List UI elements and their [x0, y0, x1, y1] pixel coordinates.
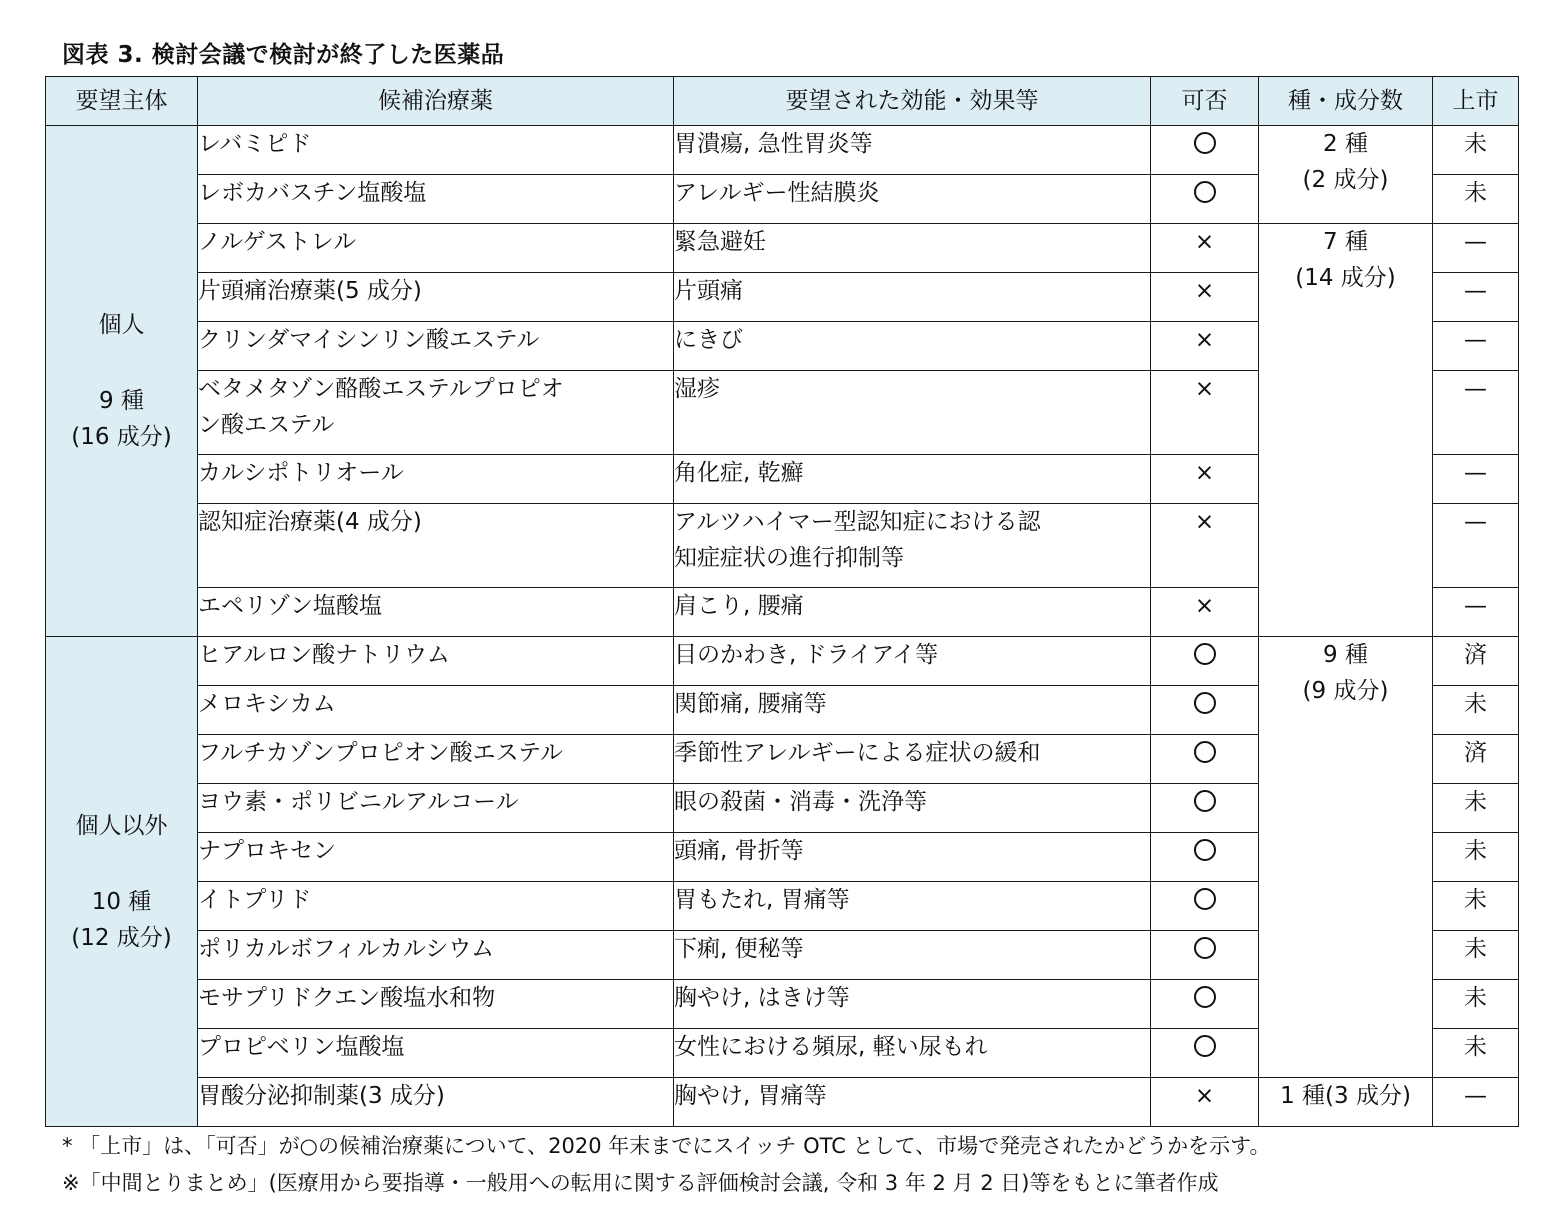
group-components: (16 成分)	[71, 424, 172, 450]
group-individual	[46, 126, 198, 637]
effect-cell: 胸やけ, はきけ等	[674, 980, 1151, 1029]
approval-cell: ×	[1151, 1078, 1259, 1127]
drug-cell: プロピベリン塩酸塩	[198, 1029, 674, 1078]
market-cell: —	[1433, 455, 1519, 504]
drug-cell: 認知症治療薬(4 成分)	[198, 504, 674, 588]
effect-cell: 湿疹	[674, 371, 1151, 455]
circle-icon	[1194, 888, 1216, 910]
drug-cell	[198, 371, 674, 455]
circle-icon	[1194, 937, 1216, 959]
approval-cell	[1151, 784, 1259, 833]
circle-icon	[1194, 181, 1216, 203]
market-cell: —	[1433, 1078, 1519, 1127]
drug-cell: レバミピド	[198, 126, 674, 175]
count-components: (2 成分)	[1302, 167, 1389, 193]
approval-cell: ×	[1151, 504, 1259, 588]
approval-cell: ×	[1151, 273, 1259, 322]
drug-cell: フルチカゾンプロピオン酸エステル	[198, 735, 674, 784]
market-cell: —	[1433, 273, 1519, 322]
group-types: 9 種	[99, 388, 144, 414]
approval-cell: ×	[1151, 322, 1259, 371]
effect-cell: 胃もたれ, 胃痛等	[674, 882, 1151, 931]
circle-icon	[1194, 986, 1216, 1008]
approval-cell	[1151, 882, 1259, 931]
table-row	[46, 126, 1519, 175]
header-market: 上市	[1433, 77, 1519, 126]
drug-cell: 片頭痛治療薬(5 成分)	[198, 273, 674, 322]
approval-cell: ×	[1151, 588, 1259, 637]
count-components: (14 成分)	[1295, 265, 1396, 291]
table-row	[46, 224, 1519, 273]
effect-cell: にきび	[674, 322, 1151, 371]
circle-icon	[1194, 1035, 1216, 1057]
effect-cell: 角化症, 乾癬	[674, 455, 1151, 504]
market-cell: 未	[1433, 833, 1519, 882]
effect-cell: 胃潰瘍, 急性胃炎等	[674, 126, 1151, 175]
drug-cell: ナプロキセン	[198, 833, 674, 882]
effect-cell	[674, 504, 1151, 588]
drug-cell: クリンダマイシンリン酸エステル	[198, 322, 674, 371]
effect-cell: 緊急避妊	[674, 224, 1151, 273]
header-approval: 可否	[1151, 77, 1259, 126]
count-cell: 1 種(3 成分)	[1259, 1078, 1433, 1127]
drug-cell: レボカバスチン塩酸塩	[198, 175, 674, 224]
approval-cell	[1151, 686, 1259, 735]
market-cell: —	[1433, 588, 1519, 637]
table-row	[46, 1078, 1519, 1127]
circle-icon	[1194, 132, 1216, 154]
effect-cell: 女性における頻尿, 軽い尿もれ	[674, 1029, 1151, 1078]
market-cell: 未	[1433, 126, 1519, 175]
footnotes	[62, 1128, 1270, 1202]
effect-cell: 関節痛, 腰痛等	[674, 686, 1151, 735]
circle-icon	[1194, 741, 1216, 763]
market-cell: 済	[1433, 735, 1519, 784]
group-types: 10 種	[91, 888, 152, 915]
group-name: 個人以外	[75, 812, 168, 839]
drug-cell: メロキシカム	[198, 686, 674, 735]
effect-cell: 片頭痛	[674, 273, 1151, 322]
drug-cell: 胃酸分泌抑制薬(3 成分)	[198, 1078, 674, 1127]
circle-icon	[1194, 839, 1216, 861]
drug-line: ン酸エステル	[198, 412, 335, 438]
count-components: (9 成分)	[1302, 678, 1389, 704]
market-cell: 未	[1433, 784, 1519, 833]
effect-cell: 頭痛, 骨折等	[674, 833, 1151, 882]
group-name: 個人	[98, 312, 145, 338]
effect-cell: 眼の殺菌・消毒・洗浄等	[674, 784, 1151, 833]
drug-cell: イトプリド	[198, 882, 674, 931]
drug-cell: モサプリドクエン酸塩水和物	[198, 980, 674, 1029]
header-row	[46, 77, 1519, 126]
drug-cell: ヨウ素・ポリビニルアルコール	[198, 784, 674, 833]
footnote-market: * 「上市」は、「可否」が○の候補治療薬について、2020 年末までにスイッチ OTC として、市場で発売されたかどうかを示す。	[62, 1134, 1271, 1158]
drug-cell: ノルゲストレル	[198, 224, 674, 273]
market-cell: 未	[1433, 1029, 1519, 1078]
market-cell: —	[1433, 371, 1519, 455]
drug-cell: エペリゾン塩酸塩	[198, 588, 674, 637]
circle-icon	[1194, 790, 1216, 812]
market-cell: 済	[1433, 637, 1519, 686]
approval-cell: ×	[1151, 371, 1259, 455]
header-effect: 要望された効能・効果等	[674, 77, 1151, 126]
approval-cell	[1151, 175, 1259, 224]
header-requester: 要望主体	[46, 77, 198, 126]
effect-line: 知症症状の進行抑制等	[674, 545, 904, 571]
market-cell: 未	[1433, 980, 1519, 1029]
effect-cell: アレルギー性結膜炎	[674, 175, 1151, 224]
approval-cell	[1151, 735, 1259, 784]
effect-cell: 胸やけ, 胃痛等	[674, 1078, 1151, 1127]
count-cell	[1259, 224, 1433, 637]
market-cell: 未	[1433, 686, 1519, 735]
medicine-table	[45, 76, 1519, 1127]
effect-cell: 目のかわき, ドライアイ等	[674, 637, 1151, 686]
approval-cell	[1151, 126, 1259, 175]
market-cell: —	[1433, 224, 1519, 273]
market-cell: 未	[1433, 931, 1519, 980]
drug-line: ベタメタゾン酪酸エステルプロピオ	[198, 376, 564, 402]
approval-cell	[1151, 1029, 1259, 1078]
count-cell	[1259, 126, 1433, 224]
circle-icon	[1194, 643, 1216, 665]
effect-cell: 肩こり, 腰痛	[674, 588, 1151, 637]
table-row	[46, 637, 1519, 686]
approval-cell	[1151, 980, 1259, 1029]
drug-cell: ポリカルボフィルカルシウム	[198, 931, 674, 980]
effect-cell: 季節性アレルギーによる症状の緩和	[674, 735, 1151, 784]
count-types: 9 種	[1323, 642, 1368, 668]
market-cell: —	[1433, 322, 1519, 371]
table-title: 図表 3. 検討会議で検討が終了した医薬品	[62, 42, 505, 68]
count-types: 2 種	[1323, 131, 1368, 157]
count-cell	[1259, 637, 1433, 1078]
group-components: (12 成分)	[71, 924, 172, 951]
effect-line: アルツハイマー型認知症における認	[674, 509, 1041, 535]
market-cell: 未	[1433, 882, 1519, 931]
approval-cell	[1151, 931, 1259, 980]
footnote-source: ※「中間とりまとめ」(医療用から要指導・一般用への転用に関する評価検討会議, 令和 3 年 2 月 2 日)等をもとに筆者作成	[62, 1171, 1219, 1195]
approval-cell	[1151, 833, 1259, 882]
market-cell: —	[1433, 504, 1519, 588]
circle-icon	[1194, 692, 1216, 714]
header-drug: 候補治療薬	[198, 77, 674, 126]
header-count: 種・成分数	[1259, 77, 1433, 126]
approval-cell: ×	[1151, 224, 1259, 273]
effect-cell: 下痢, 便秘等	[674, 931, 1151, 980]
drug-cell: カルシポトリオール	[198, 455, 674, 504]
approval-cell: ×	[1151, 455, 1259, 504]
market-cell: 未	[1433, 175, 1519, 224]
group-non-individual	[46, 637, 198, 1127]
approval-cell	[1151, 637, 1259, 686]
drug-cell: ヒアルロン酸ナトリウム	[198, 637, 674, 686]
count-types: 7 種	[1323, 229, 1368, 255]
